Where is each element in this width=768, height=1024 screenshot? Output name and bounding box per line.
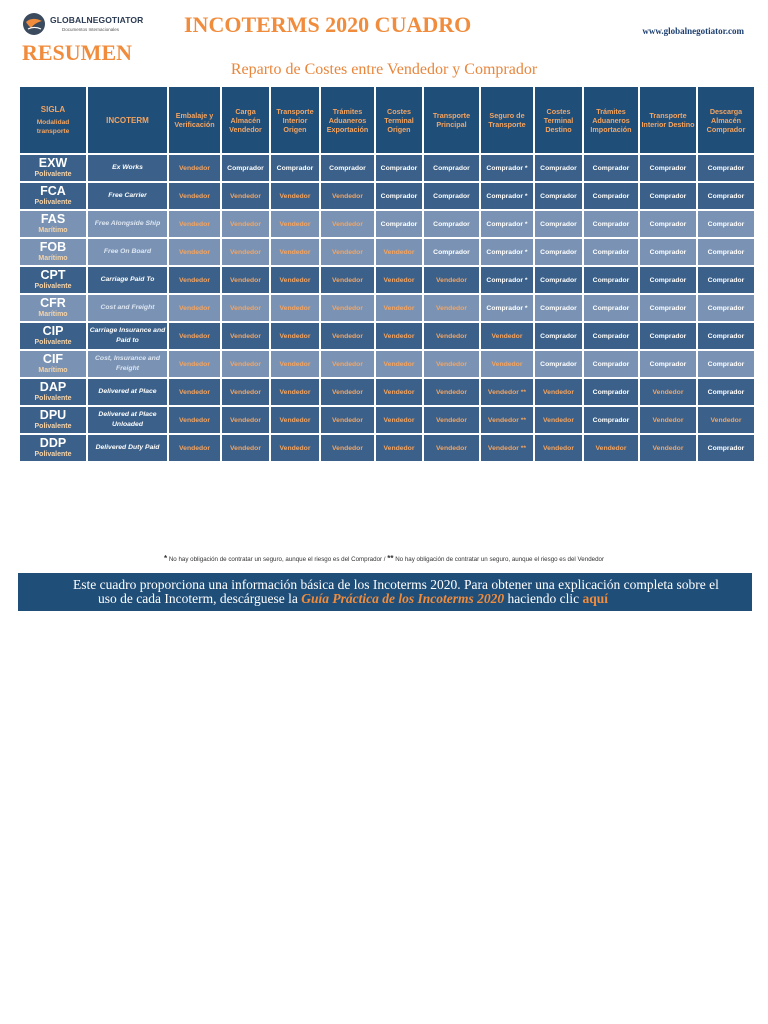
footnote-double-star: ** xyxy=(387,554,394,563)
incoterm-code-cell xyxy=(19,238,87,266)
footnote xyxy=(0,554,768,563)
incoterm-name: Delivered Duty Paid xyxy=(87,434,168,462)
cost-cell: Comprador xyxy=(423,182,480,210)
cost-cell: Comprador xyxy=(534,294,583,322)
cost-cell: Vendedor xyxy=(168,266,221,294)
cost-cell: Comprador xyxy=(375,210,423,238)
cost-cell: Vendedor xyxy=(168,182,221,210)
incoterm-name: Cost and Freight xyxy=(87,294,168,322)
cost-cell: Vendedor xyxy=(221,322,270,350)
page-title: INCOTERMS 2020 CUADRO xyxy=(184,12,472,37)
website-link[interactable]: www.globalnegotiator.com xyxy=(642,26,744,36)
cost-cell: Comprador xyxy=(639,238,697,266)
cost-cell: Vendedor xyxy=(221,210,270,238)
footnote-text: No hay obligación de contratar un seguro, aunque el riesgo es del Vendedor xyxy=(395,556,605,563)
cost-cell: Vendedor xyxy=(270,350,320,378)
table-row xyxy=(19,266,755,294)
footnote-star: * xyxy=(163,554,168,563)
cost-cell: Comprador xyxy=(583,294,639,322)
cost-cell: Vendedor xyxy=(270,182,320,210)
cost-cell: Comprador * xyxy=(480,182,534,210)
cost-cell: Vendedor xyxy=(375,350,423,378)
cost-cell: Comprador xyxy=(583,266,639,294)
info-banner xyxy=(18,573,752,611)
incoterm-code: FCA xyxy=(40,184,66,198)
table-row xyxy=(19,238,755,266)
cost-cell: Vendedor xyxy=(270,294,320,322)
cost-cell: Comprador xyxy=(534,266,583,294)
incoterm-name: Free On Board xyxy=(87,238,168,266)
incoterm-code-cell xyxy=(19,266,87,294)
globe-logo-icon xyxy=(22,12,46,36)
cost-cell: Comprador xyxy=(697,266,755,294)
cost-cell: Comprador xyxy=(583,210,639,238)
cost-cell: Vendedor xyxy=(320,406,375,434)
cost-cell: Vendedor xyxy=(168,434,221,462)
cost-cell: Comprador xyxy=(697,378,755,406)
cost-cell: Vendedor xyxy=(320,434,375,462)
incoterm-name: Cost, Insurance and Freight xyxy=(87,350,168,378)
column-header: Seguro de Transporte xyxy=(480,86,534,154)
column-header: Costes Terminal Destino xyxy=(534,86,583,154)
transport-mode: Polivalente xyxy=(34,283,72,290)
cost-cell: Vendedor xyxy=(320,322,375,350)
cost-cell: Vendedor ** xyxy=(480,378,534,406)
cost-cell: Comprador xyxy=(423,210,480,238)
cost-cell: Comprador * xyxy=(480,210,534,238)
incoterm-code: DAP xyxy=(39,380,67,394)
banner-text: haciendo clic xyxy=(507,591,580,606)
cost-cell: Comprador xyxy=(639,182,697,210)
table-body xyxy=(19,154,755,462)
cost-cell: Vendedor xyxy=(480,350,534,378)
cost-cell: Comprador xyxy=(423,238,480,266)
cost-cell: Vendedor xyxy=(168,322,221,350)
cost-cell: Comprador xyxy=(320,154,375,182)
cost-cell: Comprador xyxy=(639,154,697,182)
cost-cell: Vendedor xyxy=(168,238,221,266)
incoterm-name: Carriage Paid To xyxy=(87,266,168,294)
cost-cell: Vendedor xyxy=(423,350,480,378)
incoterm-name: Delivered at Place xyxy=(87,378,168,406)
cost-cell: Comprador xyxy=(697,238,755,266)
cost-cell: Vendedor ** xyxy=(480,434,534,462)
cost-cell: Vendedor xyxy=(375,294,423,322)
cost-cell: Vendedor ** xyxy=(480,406,534,434)
cost-cell: Vendedor xyxy=(320,266,375,294)
cost-cell: Comprador xyxy=(583,154,639,182)
page-title-line2: RESUMEN xyxy=(22,40,133,65)
banner-text-line2 xyxy=(98,592,608,606)
cost-cell: Vendedor xyxy=(168,294,221,322)
cost-cell: Vendedor xyxy=(534,406,583,434)
cost-cell: Vendedor xyxy=(270,210,320,238)
cost-cell: Comprador xyxy=(534,238,583,266)
incoterm-name: Ex Works xyxy=(87,154,168,182)
cost-cell: Vendedor xyxy=(375,406,423,434)
incoterm-code-cell xyxy=(19,322,87,350)
incoterm-code-cell xyxy=(19,210,87,238)
cost-cell: Vendedor xyxy=(221,350,270,378)
cost-cell: Vendedor xyxy=(168,210,221,238)
cost-cell: Comprador xyxy=(697,350,755,378)
cost-cell: Vendedor xyxy=(168,378,221,406)
cost-cell: Comprador xyxy=(639,210,697,238)
transport-mode: Polivalente xyxy=(34,339,72,346)
cost-cell: Comprador xyxy=(697,294,755,322)
table-row xyxy=(19,294,755,322)
cost-cell: Vendedor xyxy=(168,154,221,182)
cost-cell: Comprador xyxy=(639,294,697,322)
cost-cell: Vendedor xyxy=(697,406,755,434)
cost-cell: Vendedor xyxy=(583,434,639,462)
cost-cell: Vendedor xyxy=(168,406,221,434)
cost-cell: Comprador xyxy=(534,322,583,350)
cost-cell: Comprador xyxy=(583,182,639,210)
incoterm-code: CPT xyxy=(40,268,66,282)
cost-cell: Comprador xyxy=(639,266,697,294)
cost-cell: Vendedor xyxy=(375,322,423,350)
cost-cell: Vendedor xyxy=(270,434,320,462)
column-header: Costes Terminal Origen xyxy=(375,86,423,154)
incoterm-code: EXW xyxy=(38,156,68,170)
banner-text: Este cuadro proporciona una información básica de los Incoterms 2020. Para obtener una explicación completa sobre el xyxy=(73,577,719,592)
incoterm-code-cell xyxy=(19,294,87,322)
cost-cell: Vendedor xyxy=(270,238,320,266)
sigla-header-label: SIGLA xyxy=(40,104,66,114)
cost-cell: Vendedor xyxy=(221,238,270,266)
column-header: Transporte Principal xyxy=(423,86,480,154)
incoterm-code: CFR xyxy=(40,296,66,310)
incoterm-name: Delivered at Place Unloaded xyxy=(87,406,168,434)
column-header: Descarga Almacén Comprador xyxy=(697,86,755,154)
transport-mode: Marítimo xyxy=(38,227,68,234)
incoterm-code: CIP xyxy=(42,324,64,338)
cost-cell: Vendedor xyxy=(320,378,375,406)
cost-cell: Vendedor xyxy=(375,266,423,294)
incoterm-code: FOB xyxy=(39,240,67,254)
column-header: Trámites Aduaneros Importación xyxy=(583,86,639,154)
incoterm-name: Free Carrier xyxy=(87,182,168,210)
cost-cell: Comprador * xyxy=(480,266,534,294)
incoterm-code-cell xyxy=(19,434,87,462)
cost-cell: Comprador * xyxy=(480,294,534,322)
cost-cell: Comprador xyxy=(639,322,697,350)
cost-cell: Vendedor xyxy=(423,406,480,434)
table-row xyxy=(19,434,755,462)
cost-cell: Vendedor xyxy=(375,434,423,462)
cost-cell: Comprador xyxy=(534,210,583,238)
cost-cell: Vendedor xyxy=(221,266,270,294)
incoterms-table xyxy=(18,85,756,463)
cost-cell: Vendedor xyxy=(423,434,480,462)
incoterm-name: Carriage Insurance and Paid to xyxy=(87,322,168,350)
cost-cell: Vendedor xyxy=(423,294,480,322)
column-header: Transporte Interior Destino xyxy=(639,86,697,154)
cost-cell: Vendedor xyxy=(221,378,270,406)
cost-cell: Comprador xyxy=(375,154,423,182)
cost-cell: Vendedor xyxy=(480,322,534,350)
cost-cell: Comprador xyxy=(534,154,583,182)
cost-cell: Comprador * xyxy=(480,238,534,266)
incoterm-code-cell xyxy=(19,182,87,210)
logo xyxy=(22,12,162,38)
cost-cell: Vendedor xyxy=(320,350,375,378)
cost-cell: Comprador xyxy=(583,406,639,434)
cost-cell: Vendedor xyxy=(534,378,583,406)
cost-cell: Comprador xyxy=(423,154,480,182)
table-row xyxy=(19,154,755,182)
page-subtitle: Reparto de Costes entre Vendedor y Comprador xyxy=(230,61,538,78)
cost-cell: Comprador xyxy=(221,154,270,182)
cost-cell: Comprador xyxy=(534,350,583,378)
cost-cell: Comprador xyxy=(270,154,320,182)
cost-cell: Comprador xyxy=(697,434,755,462)
cost-cell: Comprador xyxy=(583,350,639,378)
cost-cell: Vendedor xyxy=(423,322,480,350)
incoterm-code-cell xyxy=(19,378,87,406)
column-header: Embalaje y Verificación xyxy=(168,86,221,154)
table-row xyxy=(19,350,755,378)
cost-cell: Vendedor xyxy=(423,378,480,406)
cost-cell: Vendedor xyxy=(270,266,320,294)
table-row xyxy=(19,378,755,406)
incoterm-code: DDP xyxy=(39,436,67,450)
transport-mode: Marítimo xyxy=(38,255,68,262)
column-header: Trámites Aduaneros Exportación xyxy=(320,86,375,154)
cost-cell: Comprador xyxy=(583,238,639,266)
table-row xyxy=(19,406,755,434)
incoterm-code-cell xyxy=(19,406,87,434)
cost-cell: Vendedor xyxy=(270,378,320,406)
cost-cell: Vendedor xyxy=(320,238,375,266)
logo-tagline: Documentos Internacionales xyxy=(62,27,120,32)
footnote-text: No hay obligación de contratar un seguro, aunque el riesgo es del Comprador / xyxy=(168,556,386,563)
table-row xyxy=(19,182,755,210)
transport-mode: Polivalente xyxy=(34,395,72,402)
column-header: INCOTERM xyxy=(87,86,168,154)
cost-cell: Vendedor xyxy=(221,182,270,210)
cost-cell: Vendedor xyxy=(375,238,423,266)
incoterm-name: Free Alongside Ship xyxy=(87,210,168,238)
cost-cell: Comprador xyxy=(639,350,697,378)
transport-mode: Polivalente xyxy=(34,423,72,430)
sigla-header-sublabel: Modalidad transporte xyxy=(36,118,70,135)
cost-cell: Comprador xyxy=(583,378,639,406)
table-row xyxy=(19,210,755,238)
transport-mode: Marítimo xyxy=(38,311,68,318)
cost-cell: Comprador * xyxy=(480,154,534,182)
cost-cell: Comprador xyxy=(583,322,639,350)
column-header: Carga Almacén Vendedor xyxy=(221,86,270,154)
cost-cell: Comprador xyxy=(534,182,583,210)
transport-mode: Polivalente xyxy=(34,199,72,206)
cost-cell: Comprador xyxy=(375,182,423,210)
cost-cell: Comprador xyxy=(697,154,755,182)
cost-cell: Vendedor xyxy=(221,434,270,462)
cost-cell: Vendedor xyxy=(534,434,583,462)
cost-cell: Vendedor xyxy=(221,294,270,322)
table-header-row xyxy=(19,86,755,154)
cost-cell: Comprador xyxy=(697,210,755,238)
banner-text: uso de cada Incoterm, descárguese la xyxy=(98,591,298,606)
transport-mode: Polivalente xyxy=(34,451,72,458)
incoterm-code: FAS xyxy=(40,212,66,226)
cost-cell: Vendedor xyxy=(375,378,423,406)
column-header: Transporte Interior Origen xyxy=(270,86,320,154)
cost-cell: Comprador xyxy=(697,182,755,210)
cost-cell: Vendedor xyxy=(320,294,375,322)
cost-cell: Vendedor xyxy=(270,406,320,434)
cost-cell: Vendedor xyxy=(639,406,697,434)
column-header-sigla xyxy=(19,86,87,154)
transport-mode: Marítimo xyxy=(38,367,68,374)
cost-cell: Vendedor xyxy=(221,406,270,434)
cost-cell: Vendedor xyxy=(423,266,480,294)
transport-mode: Polivalente xyxy=(34,171,72,178)
download-link[interactable]: aquí xyxy=(582,591,609,606)
incoterm-code: DPU xyxy=(39,408,67,422)
cost-cell: Vendedor xyxy=(168,350,221,378)
logo-name: GLOBALNEGOTIATOR xyxy=(50,15,144,25)
cost-cell: Vendedor xyxy=(639,378,697,406)
incoterm-code: CIF xyxy=(42,352,64,366)
incoterm-code-cell xyxy=(19,154,87,182)
cost-cell: Vendedor xyxy=(639,434,697,462)
cost-cell: Vendedor xyxy=(270,322,320,350)
cost-cell: Comprador xyxy=(697,322,755,350)
incoterm-code-cell xyxy=(19,350,87,378)
cost-cell: Vendedor xyxy=(320,182,375,210)
cost-cell: Vendedor xyxy=(320,210,375,238)
guide-title: Guía Práctica de los Incoterms 2020 xyxy=(301,591,505,606)
table-row xyxy=(19,322,755,350)
